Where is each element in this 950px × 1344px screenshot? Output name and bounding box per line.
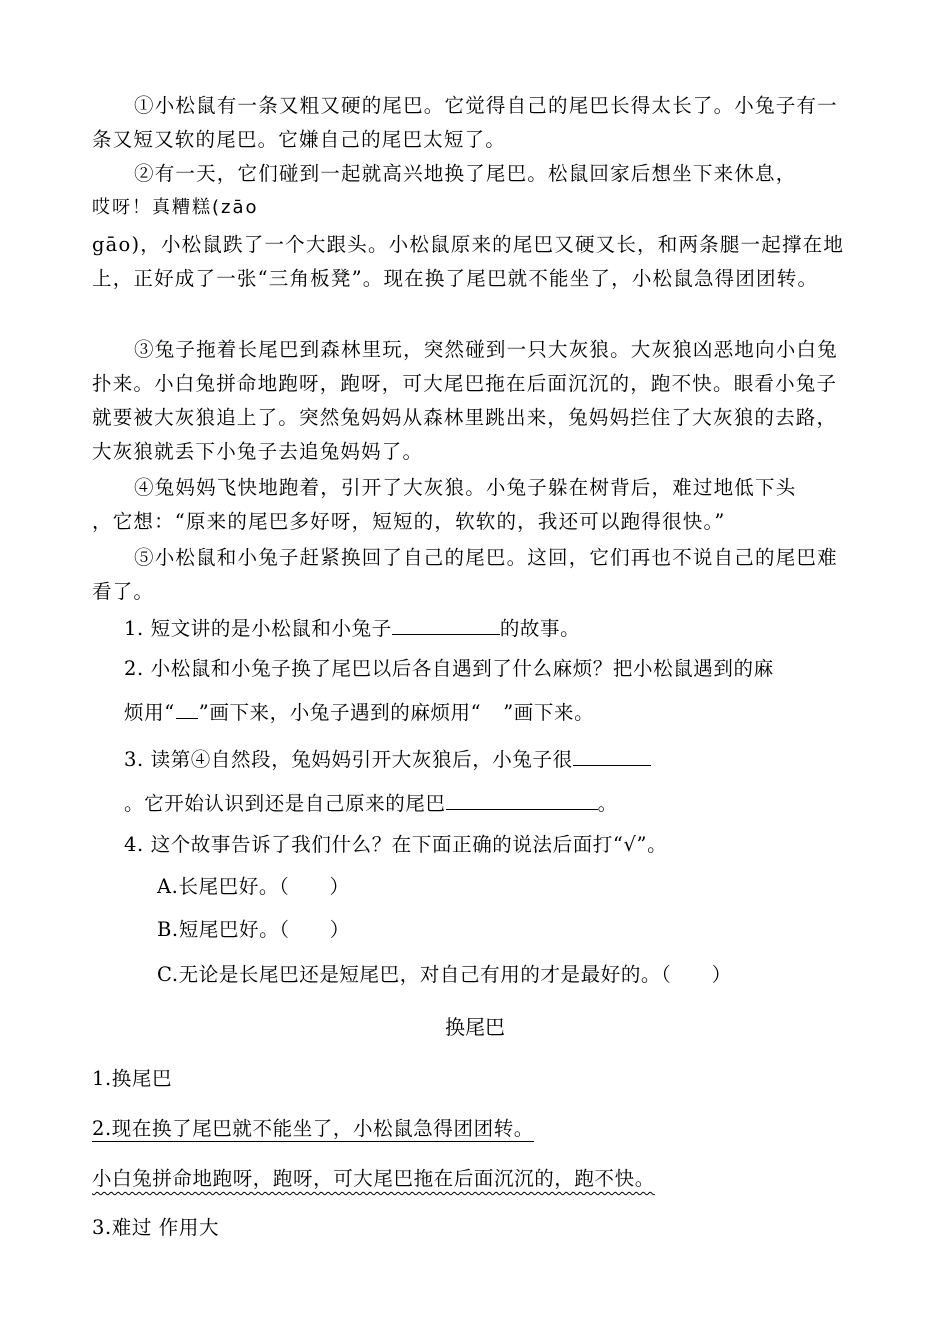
answer-2-line-1	[92, 1114, 534, 1144]
answer-2-line-2-text: 小白兔拼命地跑呀，跑呀，可大尾巴拖在后面沉沉的，跑不快。	[92, 1167, 655, 1190]
answer-2-line-1-text: 2.现在换了尾巴就不能坐了，小松鼠急得团团转。	[92, 1117, 534, 1140]
question-1-suffix: 的故事。	[499, 617, 581, 640]
question-3-blank-2[interactable]	[446, 787, 598, 810]
question-3-prefix: 3. 读第④自然段，兔妈妈引开大灰狼后，小兔子很	[124, 748, 573, 771]
paragraph-2-line-1: ②有一天，它们碰到一起就高兴地换了尾巴。松鼠回家后想坐下来休息，	[134, 162, 797, 185]
paragraph-4-line-2: ，它想：“原来的尾巴多好呀，短短的，软软的，我还可以跑得很快。”	[92, 510, 726, 533]
question-1-blank[interactable]	[392, 612, 500, 635]
answer-title: 换尾巴	[445, 1015, 505, 1039]
question-4-option-b[interactable]: B.短尾巴好。（ ）	[157, 918, 350, 941]
question-3-line-2-suffix: 。	[597, 792, 618, 815]
paragraph-4-line-1: ④兔妈妈飞快地跑着，引开了大灰狼。小兔子躲在树背后，难过地低下头	[134, 476, 797, 499]
paragraph-3: ③兔子拖着长尾巴到森林里玩，突然碰到一只大灰狼。大灰狼凶恶地向小白兔扑来。小白兔拼命地跑呀，跑呀，可大尾巴拖在后面沉沉的，跑不快。眼看小兔子就要被大灰狼追上了。突然兔妈妈从森林里跳出来，兔妈妈拦住了大灰狼的去路，大灰狼就丢下小兔子去追兔妈妈了。	[92, 338, 838, 463]
answer-1: 1.换尾巴	[92, 1067, 173, 1090]
question-2-part-c: ”画下来。	[503, 701, 595, 724]
question-4-option-c[interactable]: C.无论是长尾巴还是短尾巴，对自己有用的才是最好的。（ ）	[157, 963, 732, 986]
question-2-part-a: 烦用“	[124, 701, 175, 724]
paragraph-2-line-2: 哎呀！真糟糕(zāo	[92, 197, 259, 218]
solid-underline-sample	[176, 702, 198, 719]
answer-2-line-2	[92, 1164, 655, 1194]
paragraph-2-rest: gāo)，小松鼠跌了一个大跟头。小松鼠原来的尾巴又硬又长，和两条腿一起撑在地上，正好成了一张“三角板凳”。现在换了尾巴就不能坐了，小松鼠急得团团转。	[92, 233, 845, 290]
question-4: 4. 这个故事告诉了我们什么？在下面正确的说法后面打“√”。	[124, 833, 668, 856]
question-3-line-2	[124, 787, 618, 819]
question-2-part-b: ”画下来，小兔子遇到的麻烦用“	[198, 701, 482, 724]
question-4-option-a[interactable]: A.长尾巴好。（ ）	[157, 875, 350, 898]
paragraph-5: ⑤小松鼠和小兔子赶紧换回了自己的尾巴。这回，它们再也不说自己的尾巴难看了。	[92, 546, 838, 603]
answer-3: 3.难过 作用大	[92, 1216, 220, 1239]
wavy-underline-sample	[482, 698, 502, 714]
question-2-line-2	[124, 698, 594, 728]
question-3-line-1	[124, 743, 651, 775]
question-1	[124, 612, 580, 644]
question-2-line-1: 2. 小松鼠和小兔子换了尾巴以后各自遇到了什么麻烦？把小松鼠遇到的麻	[124, 657, 774, 680]
question-1-prefix: 1. 短文讲的是小松鼠和小兔子	[124, 617, 392, 640]
paragraph-1: ①小松鼠有一条又粗又硬的尾巴。它觉得自己的尾巴长得太长了。小兔子有一条又短又软的尾巴。它嫌自己的尾巴太短了。	[92, 94, 838, 151]
question-3-blank-1[interactable]	[573, 743, 651, 766]
question-3-line-2-prefix: 。它开始认识到还是自己原来的尾巴	[124, 792, 446, 815]
